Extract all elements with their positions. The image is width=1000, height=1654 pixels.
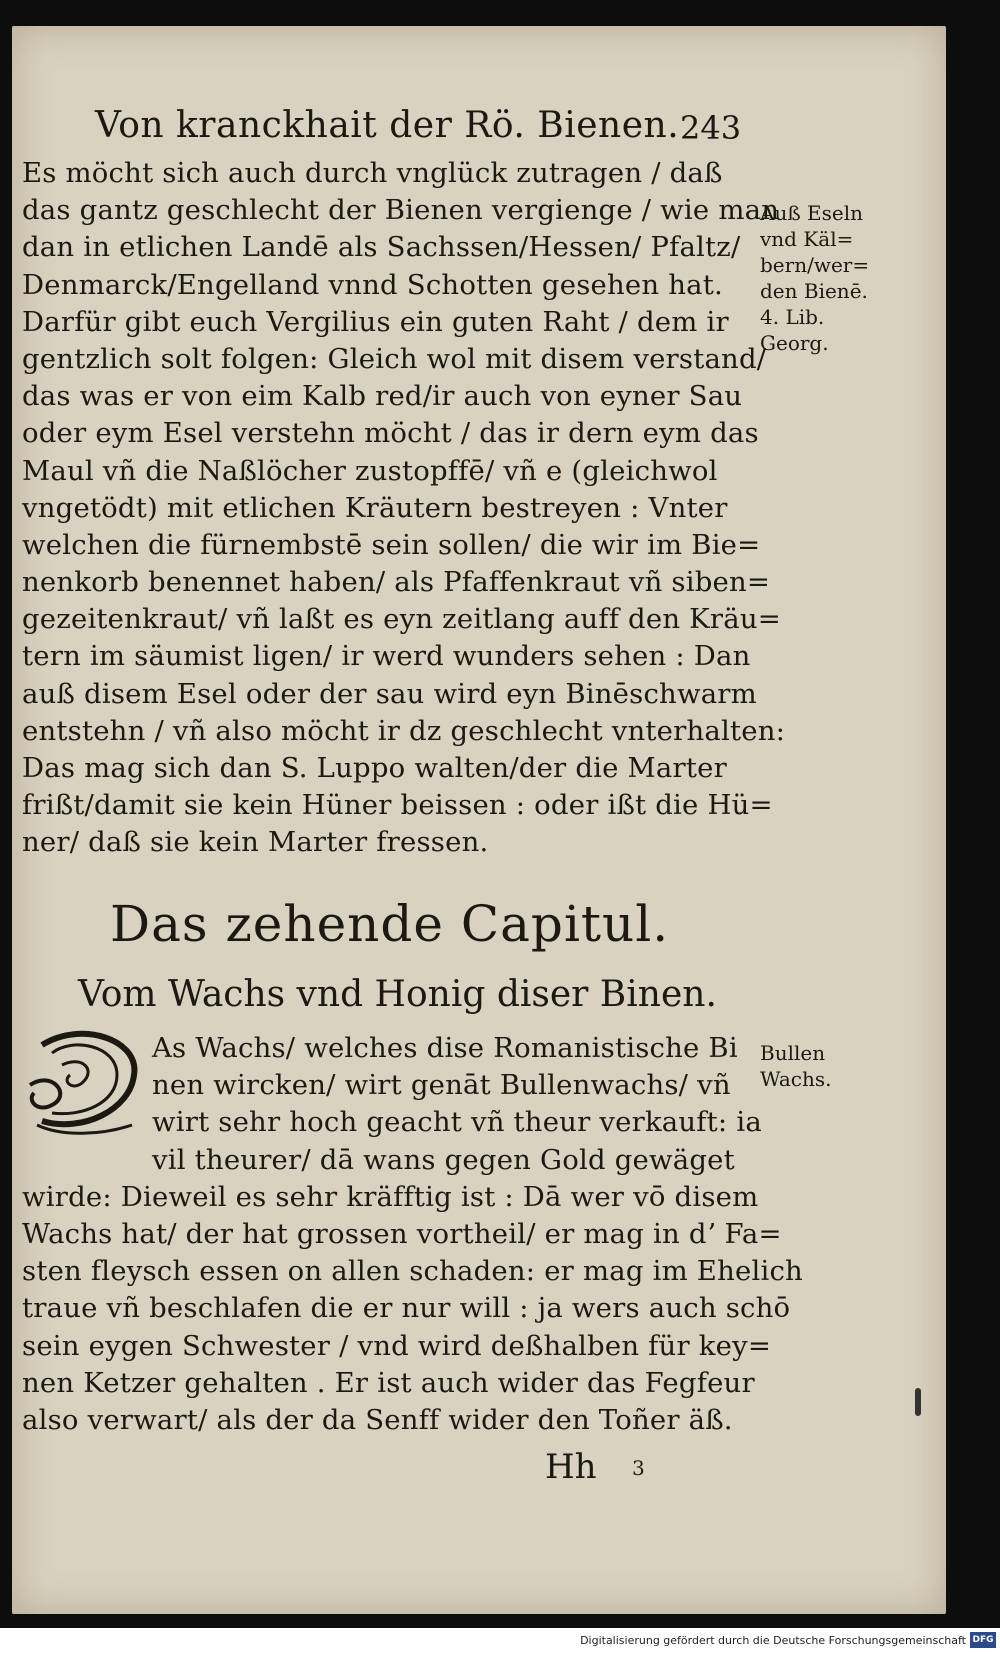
text-line: ner/ daß sie kein Marter fressen. (22, 826, 489, 859)
text-line: welchen die fürnembstē sein sollen/ die wir im Bie= (22, 528, 761, 561)
text-line: sten fleysch essen on allen schaden: er mag im Ehelich (22, 1255, 803, 1288)
text-line: also verwart/ als der da Senff wider den Toñer äß. (22, 1403, 733, 1436)
text-line: As Wachs/ welches dise Romanistische Bi (152, 1032, 738, 1064)
signature-mark: 3 (632, 1456, 645, 1480)
text-line: Darfür gibt euch Vergilius ein guten Raht / dem ir (22, 305, 729, 338)
text-line: wirt sehr hoch geacht vñ theur verkauft: ia (152, 1106, 762, 1139)
text-line: wirde: Dieweil es sehr kräfftig ist : Dā wer vō disem (22, 1180, 759, 1213)
text-line: tern im säumist ligen/ ir werd wunders sehen : Dan (22, 640, 751, 673)
margin-line: Georg. (760, 331, 829, 355)
margin-note-1 (760, 200, 880, 356)
running-header (95, 105, 745, 153)
margin-note-2 (760, 1040, 880, 1092)
text-line: entstehn / vñ also möcht ir dz geschlecht vnterhalten: (22, 714, 786, 747)
margin-line: vnd Käl= (760, 227, 854, 251)
margin-line: den Bienē. (760, 279, 868, 303)
text-line: vngetödt) mit etlichen Kräutern bestreyen : Vnter (22, 491, 728, 524)
text-line: Es möcht sich auch durch vnglück zutragen / daß (22, 157, 723, 189)
text-line: das gantz geschlecht der Bienen vergienge / wie man (22, 194, 780, 227)
text-line: Denmarck/Engelland vnnd Schotten gesehen hat. (22, 268, 723, 301)
chapter-title: Das zehende Capitul. (110, 895, 670, 953)
text-line: gentzlich solt folgen: Gleich wol mit disem verstand/ (22, 342, 767, 375)
text-line: nenkorb benennet haben/ als Pfaffenkraut vñ siben= (22, 566, 771, 599)
margin-line: 4. Lib. (760, 305, 825, 329)
text-line: dan in etlichen Landē als Sachssen/Hessen/ Pfaltz/ (22, 231, 741, 264)
margin-line: Auß Eseln (760, 201, 864, 225)
running-title: Von kranckhait der Rö. Bienen. (95, 105, 680, 146)
chapter-subtitle: Vom Wachs vnd Honig diser Binen. (78, 974, 717, 1015)
text-line: Das mag sich dan S. Luppo walten/der die Marter (22, 752, 727, 784)
dfg-logo-icon: DFG (970, 1632, 996, 1648)
text-line: frißt/damit sie kein Hüner beissen : oder ißt die Hü= (22, 789, 773, 822)
footer-credit: Digitalisierung gefördert durch die Deutsche Forschungsgemeinschaft (580, 1634, 966, 1647)
text-line: gezeitenkraut/ vñ laßt es eyn zeitlang auff den Kräu= (22, 603, 782, 636)
text-line: nen Ketzer gehalten . Er ist auch wider das Fegfeur (22, 1366, 755, 1399)
text-line: traue vñ beschlafen die er nur will : ja wers auch schō (22, 1292, 791, 1325)
text-line: Wachs hat/ der hat grossen vortheil/ er mag in dʼ Fa= (22, 1217, 782, 1250)
text-line: Maul vñ die Naßlöcher zustopffē/ vñ e (gleichwol (22, 454, 718, 487)
footer-bar (0, 1628, 1000, 1654)
page-number: 243 (680, 109, 742, 147)
margin-line: bern/wer= (760, 253, 870, 277)
margin-line: Wachs. (760, 1067, 832, 1091)
paragraph-1 (22, 155, 786, 862)
text-line: auß disem Esel oder der sau wird eyn Binēschwarm (22, 677, 757, 710)
text-line: sein eygen Schwester / vnd wird deßhalben für key= (22, 1329, 772, 1362)
catchword: Hh (545, 1447, 597, 1487)
ink-mark (915, 1388, 921, 1416)
text-line: vil theurer/ dā wans gegen Gold gewäget (152, 1143, 735, 1176)
margin-line: Bullen (760, 1041, 826, 1065)
text-line: das was er von eim Kalb red/ir auch von eyner Sau (22, 380, 743, 413)
text-line: nen wircken/ wirt genāt Bullenwachs/ vñ (152, 1069, 731, 1102)
text-line: oder eym Esel verstehn möcht / das ir dern eym das (22, 417, 759, 450)
paragraph-2 (22, 1030, 803, 1439)
